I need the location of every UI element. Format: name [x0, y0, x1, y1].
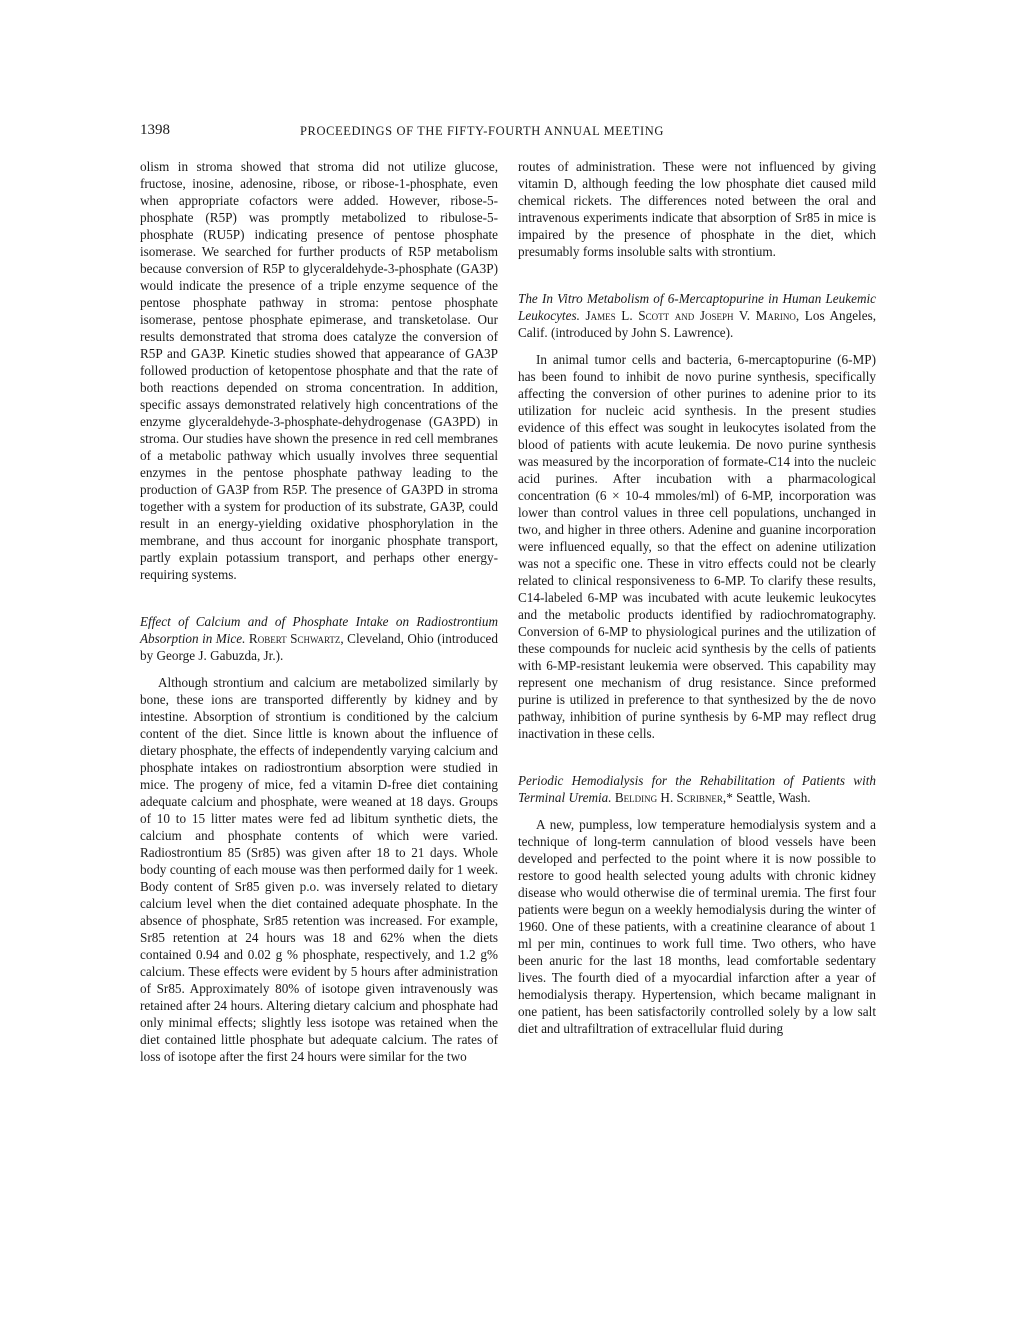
abstract-heading-radiostrontium	[140, 613, 498, 664]
abstract-heading-hemodialysis	[518, 772, 876, 806]
abstract-authors: James L. Scott and Joseph V. Marino	[585, 308, 796, 323]
continued-paragraph: olism in stroma showed that stroma did not utilize glucose, fructose, inosine, adenosine, ribose, or ribose-1-phosphate, even when appropriate cofactors were added. However, ribose-5-phosphate (R5P) was promptly metabolized to ribulose-5-phosphate (RU5P) indicating presence of pentose phosphate isomerase. We searched for further products of R5P metabolism because conversion of R5P to glyceraldehyde-3-phosphate (GA3P) would indicate the presence of a triple enzyme sequence of the pentose phosphate pathway in stroma: pentose phosphate isomerase, pentose phosphate epimerase, and transketolase. Our results demonstrated that stroma does catalyze the conversion of R5P and GA3P. Kinetic studies showed that appearance of GA3P followed production of ketopentose phosphate and that the rate of both reactions depended on stroma concentration. In addition, specific assays demonstrated relatively high concentrations of the enzyme glyceraldehyde-3-phosphate-dehydrogenase (GA3PD) in stroma. Our studies have shown the presence in red cell membranes of a metabolic pathway which usually involves three sequential enzymes in the pentose phosphate pathway leading to the production of GA3P from R5P. The presence of GA3PD in stroma together with a system for production of its substrate, GA3P, could result in an energy-yielding oxidative phosphorylation in the membrane, and thus account for inorganic phosphate transport, partly explain potassium transport, and perhaps other energy-requiring systems.	[140, 159, 498, 582]
page-number: 1398	[140, 122, 170, 138]
abstract-title: Effect of Calcium and of Phosphate Intake on Radiostrontium Absorption in Mice.	[140, 614, 498, 646]
abstract-body-mercaptopurine: In animal tumor cells and bacteria, 6-mercaptopurine (6-MP) has been found to inhibit de novo purine synthesis, specifically affecting the conversion of other purines to adenine prior to its utilization for nucleic acid synthesis. In the present studies evidence of this effect was sought in leukocytes isolated from the blood of patients with acute leukemia. De novo purine synthesis was measured by the incorporation of formate-C14 into the nucleic acid purines. After incubation with a pharmacological concentration (6 × 10-4 mmoles/ml) of 6-MP, incorporation was lower than control values in three cell populations, unchanged in two, and higher in three others. Adenine and guanine incorporation were influenced equally, so that the effect on adenine utilization was not a specific one. These in vitro effects could not be clearly related to clinical responsiveness to 6-MP. To clarify these results, C14-labeled 6-MP was incubated with acute leukemic leukocytes and the metabolic products identified by radiochromatography. Conversion of 6-MP to physiological purines and the utilization of these compounds for nucleic acid synthesis by the cells of patients with 6-MP-resistant leukemia were observed. This capability may represent one mechanism of drug resistance. Since preformed purine is utilized in preference to that synthesized by the de novo pathway, inhibition of purine synthesis by 6-MP may reflect drug inactivation in these cells.	[518, 352, 876, 741]
abstract-affiliation: , Los Angeles, Calif. (introduced by John S. Lawrence).	[518, 308, 876, 340]
right-column	[518, 158, 876, 1037]
continued-paragraph: routes of administration. These were not influenced by giving vitamin D, although feeding the low phosphate diet caused mild chemical rickets. The differences noted between the oral and intravenous experiments indicate that absorption of Sr85 in mice is impaired by the presence of phosphate in the diet, which presumably forms insoluble salts with strontium.	[518, 159, 876, 259]
abstract-body-radiostrontium: Although strontium and calcium are metabolized similarly by bone, these ions are transported differently by kidney and by intestine. Absorption of strontium is conditioned by the calcium content of the diet. Since little is known about the influence of dietary phosphate, the effects of independently varying calcium and phosphate intakes on radiostrontium absorption were studied in mice. The progeny of mice, fed a vitamin D-free diet containing adequate calcium and phosphate, were weaned at 18 days. Groups of 10 to 15 litter mates were fed ad libitum synthetic diets, the calcium and phosphate contents of which were varied. Radiostrontium 85 (Sr85) was given after 18 to 21 days. Whole body counting of each mouse was then performed daily for 1 week. Body content of Sr85 given p.o. was inversely related to dietary calcium level when the diet contained adequate phosphate. In the absence of phosphate, Sr85 retention was increased. For example, Sr85 retention at 24 hours was 18 and 62% when the diets contained 0.94 and 0.02 g % phosphate, respectively, and 1.2 g% calcium. These effects were evident by 5 hours after administration of Sr85. Approximately 80% of isotope given intravenously was retained after 24 hours. Altering dietary calcium and phosphate had only minimal effects; slightly less isotope was retained when the diet contained little phosphate but adequate calcium. The rates of loss of isotope after the first 24 hours were similar for the two	[140, 675, 498, 1064]
abstract-heading-mercaptopurine	[518, 290, 876, 341]
abstract-authors: Robert Schwartz	[248, 631, 341, 646]
left-column	[140, 158, 498, 1065]
abstract-authors: Belding H. Scribner	[614, 790, 723, 805]
abstract-affiliation: ,* Seattle, Wash.	[722, 790, 811, 805]
abstract-affiliation: , Cleveland, Ohio (introduced by George J. Gabuzda, Jr.).	[140, 631, 499, 663]
abstract-title: The In Vitro Metabolism of 6-Mercaptopurine in Human Leukemic Leukocytes.	[518, 291, 876, 323]
running-head: PROCEEDINGS OF THE FIFTY-FOURTH ANNUAL MEETING	[300, 124, 665, 138]
abstract-body-hemodialysis: A new, pumpless, low temperature hemodialysis system and a technique of long-term cannulation of blood vessels have been developed and perfected to the point where it is now possible to restore to good health selected young adults with chronic kidney disease who would otherwise die of terminal uremia. The first four patients were begun on a weekly hemodialysis during the winter of 1960. One of these patients, with a creatinine clearance of about 1 ml per min, continues to work full time. Two others, who have been anuric for the last 18 months, lead comfortable sedentary lives. The fourth died of a myocardial infarction after a year of hemodialysis therapy. Hypertension, which became malignant in one patient, has been satisfactorily controlled solely by a low salt diet and ultrafiltration of extracellular fluid during	[518, 817, 876, 1036]
abstract-title: Periodic Hemodialysis for the Rehabilitation of Patients with Terminal Uremia.	[518, 773, 876, 805]
page-header	[140, 122, 892, 142]
